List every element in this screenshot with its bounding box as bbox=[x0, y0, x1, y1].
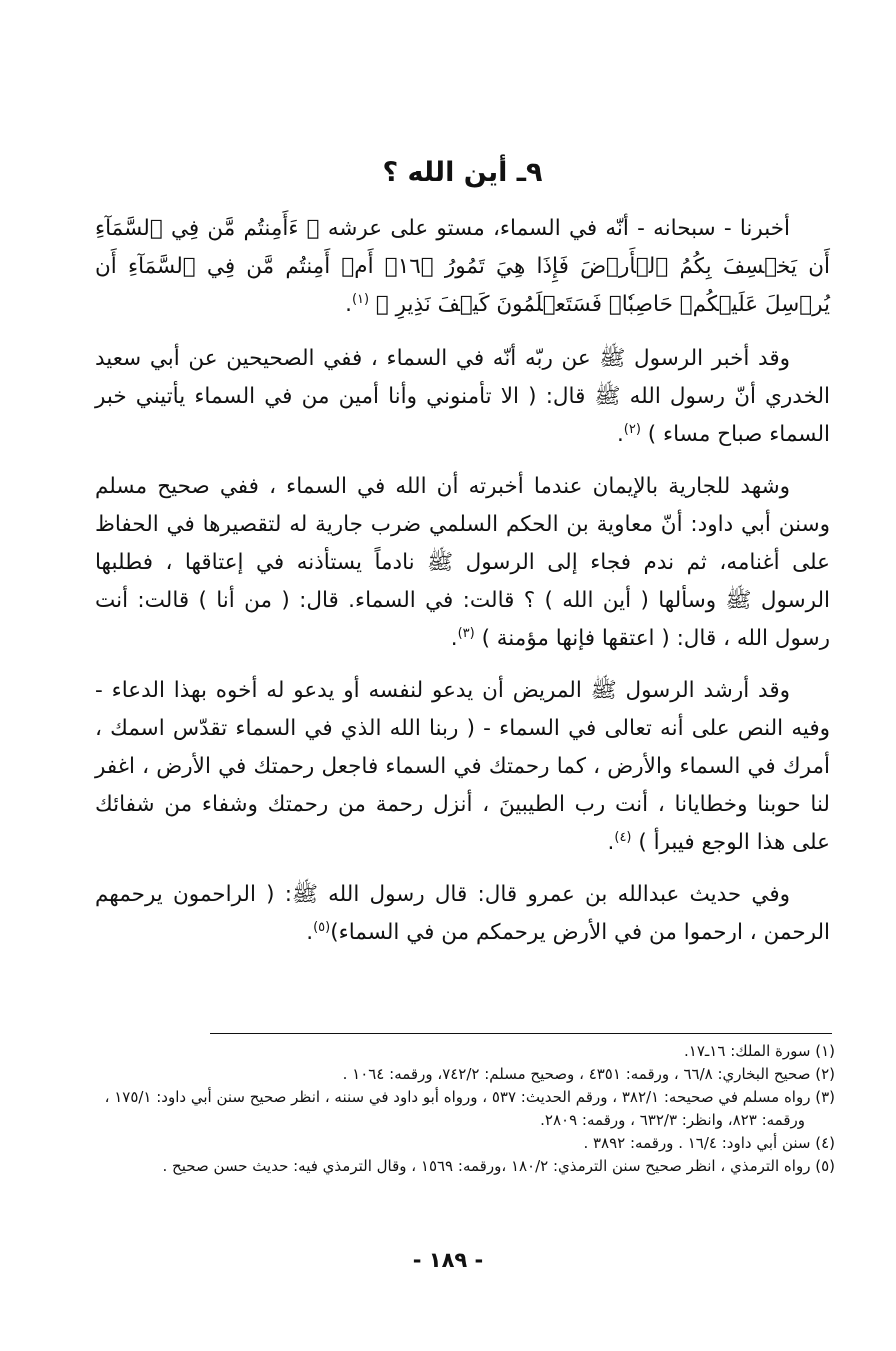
paragraph-1: أخبرنا - سبحانه - أنّه في السماء، مستو على عرشه ﴿ ءَأَمِنتُم مَّن فِي ٱلسَّمَآءِ أَن يَخۡسِفَ بِكُمُ ٱلۡأَرۡضَ فَإِذَا هِيَ تَمُورُ ﴿١٦﴾ أَمۡ أَمِنتُم مَّن فِي ٱلسَّمَآءِ أَن يُرۡسِلَ عَلَيۡكُمۡ حَاصِبٗاۖ فَسَتَعۡلَمُونَ كَيۡفَ نَذِيرِ ﴾ $^{(١)}$. bbox=[95, 216, 831, 317]
section-heading: ٩ـ أين الله ؟ bbox=[382, 157, 543, 188]
paragraph-text: وقد أرشد الرسول ﷺ المريض أن يدعو لنفسه أو يدعو له أخوه بهذا الدعاء - وفيه النص على أنه تعالى في السماء - ( ربنا الله الذي في السماء تقدّس اسمك ، أمرك في السماء والأرض ، كما رحمتك في السماء فاجعل رحمتك في الأرض ، اغفر لنا حوبنا وخطايانا ، أنت رب الطيبينَ ، أنزل رحمة من رحمتك وشفاء من شفائك على هذا الوجع فيبرأ ) bbox=[95, 678, 830, 855]
footnote-ref: (١) bbox=[351, 291, 370, 307]
footnote-5: (٥) رواه الترمذي ، انظر صحيح سنن الترمذي: ١٨٠/٢ ،ورقمه: ١٥٦٩ ، وقال الترمذي فيه: حديث حسن صحيح . bbox=[162, 1157, 835, 1175]
paragraph-3: وشهد للجارية بالإيمان عندما أخبرته أن الله في السماء ، ففي صحيح مسلم وسنن أبي داود: أنّ معاوية بن الحكم السلمي ضرب جارية له لتقصيرها في الحفاظ على أغنامه، ثم ندم فجاء إلى الرسول ﷺ نادماً يستأذنه في إعتاقها ، فطلبها الرسول ﷺ وسألها ( أين الله ) ؟ قالت: في السماء. قال: ( من أنا ) قالت: أنت رسول الله ، قال: ( اعتقها فإنها مؤمنة ) $^{(٣)}$. bbox=[95, 474, 830, 651]
footnote-ref: (٤) bbox=[614, 829, 632, 845]
paragraph-4: وقد أرشد الرسول ﷺ المريض أن يدعو لنفسه أو يدعو له أخوه بهذا الدعاء - وفيه النص على أنه تعالى في السماء - ( ربنا الله الذي في السماء تقدّس اسمك ، أمرك في السماء والأرض ، كما رحمتك في السماء فاجعل رحمتك في الأرض ، اغفر لنا حوبنا وخطايانا ، أنت رب الطيبينَ ، أنزل رحمة من رحمتك وشفاء من شفائك على هذا الوجع فيبرأ ) $^{(٤)}$. bbox=[95, 678, 830, 855]
paragraph-5: وفي حديث عبدالله بن عمرو قال: قال رسول الله ﷺ: ( الراحمون يرحمهم الرحمن ، ارحموا من في الأرض يرحمكم من في السماء)$^{(٥)}$. bbox=[95, 882, 830, 945]
paragraph-text: وشهد للجارية بالإيمان عندما أخبرته أن الله في السماء ، ففي صحيح مسلم وسنن أبي داود: أنّ معاوية بن الحكم السلمي ضرب جارية له لتقصيرها في الحفاظ على أغنامه، ثم ندم فجاء إلى الرسول ﷺ نادماً يستأذنه في إعتاقها ، فطلبها الرسول ﷺ وسألها ( أين الله ) ؟ قالت: في السماء. قال: ( من أنا ) قالت: أنت رسول الله ، قال: ( اعتقها فإنها مؤمنة ) bbox=[95, 474, 830, 651]
footnotes bbox=[95, 1040, 835, 1178]
main-text bbox=[95, 150, 830, 966]
footnote-divider bbox=[210, 1033, 832, 1034]
page-number: - ١٨٩ - bbox=[412, 1248, 484, 1272]
paragraph-text: وفي حديث عبدالله بن عمرو قال: قال رسول الله ﷺ: ( الراحمون يرحمهم الرحمن ، ارحموا من في الأرض يرحمكم من في السماء) bbox=[95, 882, 830, 945]
footnote-4: (٤) سنن أبي داود: ١٦/٤ . ورقمه: ٣٨٩٢ . bbox=[583, 1134, 835, 1152]
footnote-ref: (٥) bbox=[313, 919, 331, 935]
footnote-2: (٢) صحيح البخاري: ٦٦/٨ ، ورقمه: ٤٣٥١ ، وصحيح مسلم: ٧٤٢/٢، ورقمه: ١٠٦٤ . bbox=[342, 1065, 835, 1083]
footnote-1: (١) سورة الملك: ١٦ـ١٧. bbox=[683, 1042, 835, 1060]
footnote-3: (٣) رواه مسلم في صحيحه: ٣٨٢/١ ، ورقم الحديث: ٥٣٧ ، ورواه أبو داود في سننه ، انظر صحيح سنن أبي داود: ١٧٥/١ ، ورقمه: ٨٢٣، وانظر: ٦٣٢/٣ ، ورقمه: ٢٨٠٩. bbox=[104, 1088, 835, 1129]
paragraph-text: أخبرنا - سبحانه - أنّه في السماء، مستو على عرشه ﴿ ءَأَمِنتُم مَّن فِي ٱلسَّمَآءِ أَن يَخۡسِفَ بِكُمُ ٱلۡأَرۡضَ فَإِذَا هِيَ تَمُورُ ﴿١٦﴾ أَمۡ أَمِنتُم مَّن فِي ٱلسَّمَآءِ أَن يُرۡسِلَ عَلَيۡكُمۡ حَاصِبٗاۖ فَسَتَعۡلَمُونَ كَيۡفَ نَذِيرِ ﴾ bbox=[95, 216, 831, 317]
paragraph-text: وقد أخبر الرسول ﷺ عن ربّه أنّه في السماء ، ففي الصحيحين عن أبي سعيد الخدري أنّ رسول الله ﷺ قال: ( الا تأمنوني وأنا أمين من في السماء يأتيني خبر السماء صباح مساء ) bbox=[95, 346, 830, 447]
footnote-ref: (٢) bbox=[623, 421, 641, 437]
paragraph-2: وقد أخبر الرسول ﷺ عن ربّه أنّه في السماء ، ففي الصحيحين عن أبي سعيد الخدري أنّ رسول الله ﷺ قال: ( الا تأمنوني وأنا أمين من في السماء يأتيني خبر السماء صباح مساء ) $^{(٢)}$. bbox=[95, 346, 830, 447]
footnote-ref: (٣) bbox=[457, 625, 475, 641]
